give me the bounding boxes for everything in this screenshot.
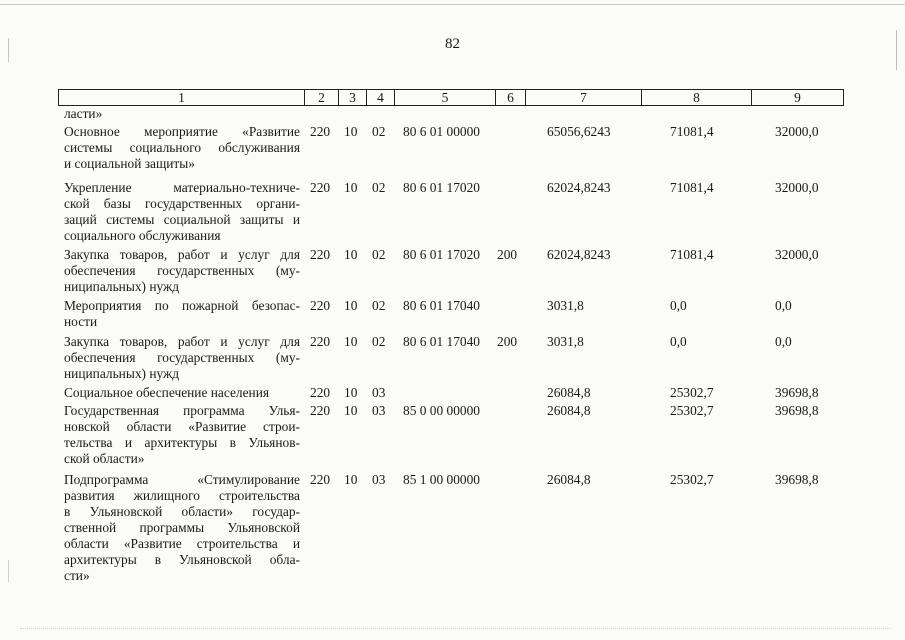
description-line: новской области «Развитие строи- [64,419,300,434]
cell-col-9: 32000,0 [775,180,819,195]
cell-col-8: 0,0 [670,298,687,313]
description-line: Укрепление материально-техниче- [64,180,300,195]
description-line: развития жилищного строительства [64,488,300,503]
cell-col-5: 85 0 00 00000 [403,403,480,418]
cell-col-7: 65056,6243 [547,124,611,139]
cell-col-5: 80 6 01 17040 [403,334,480,349]
cell-col-3: 10 [344,334,358,349]
cell-col-8: 0,0 [670,334,687,349]
row-description [64,124,300,172]
header-cell-label: 3 [349,90,356,105]
cell-col-7: 26084,8 [547,403,591,418]
cell-col-4: 03 [372,472,386,487]
description-line: ности [64,314,98,329]
row-description [64,385,300,401]
description-line: Закупка товаров, работ и услуг для [64,334,300,349]
header-cell-label: 9 [794,90,801,105]
cell-col-9: 39698,8 [775,403,819,418]
cell-col-2: 220 [310,298,331,313]
description-line: Мероприятия по пожарной безопас- [64,298,300,313]
cell-col-5: 80 6 01 17020 [403,180,480,195]
description-line: Основное мероприятие «Развитие [64,124,300,139]
page-number: 82 [445,36,460,52]
header-cell-2 [304,89,338,106]
description-line: в Ульяновской области» государ- [64,504,300,519]
header-cell-1 [58,89,304,106]
cell-col-6: 200 [497,334,518,349]
scan-edge-left-lower [8,560,9,582]
description-line: архитектуры в Ульяновской обла- [64,552,300,567]
cell-col-4: 03 [372,385,386,400]
description-line: области «Развитие строительства и [64,536,300,551]
cell-col-9: 32000,0 [775,247,819,262]
cell-col-9: 0,0 [775,298,792,313]
row-description [64,298,300,330]
row-description [64,180,300,244]
cell-col-2: 220 [310,472,331,487]
cell-col-4: 02 [372,124,386,139]
cell-col-9: 39698,8 [775,385,819,400]
row-description [64,472,300,584]
header-cell-7 [525,89,641,106]
cell-col-3: 10 [344,180,358,195]
row-description [64,403,300,467]
header-cell-5 [394,89,495,106]
description-line: Социальное обеспечение населения [64,385,270,400]
cell-col-6: 200 [497,247,518,262]
description-line: Закупка товаров, работ и услуг для [64,247,300,262]
header-cell-label: 4 [377,90,384,105]
description-line: тельства и архитектуры в Ульянов- [64,435,300,450]
header-cell-label: 2 [318,90,325,105]
cell-col-8: 25302,7 [670,385,714,400]
cell-col-4: 02 [372,334,386,349]
cell-col-8: 25302,7 [670,403,714,418]
scan-edge-top [0,4,905,5]
description-line: заций системы социальной защиты и [64,212,300,227]
cell-col-9: 39698,8 [775,472,819,487]
cell-col-7: 26084,8 [547,472,591,487]
cell-col-7: 62024,8243 [547,247,611,262]
cell-col-3: 10 [344,247,358,262]
header-cell-label: 6 [507,90,514,105]
cell-col-8: 71081,4 [670,247,714,262]
cell-col-2: 220 [310,385,331,400]
cell-col-3: 10 [344,385,358,400]
row-description [64,247,300,295]
cell-col-5: 80 6 01 17020 [403,247,480,262]
cell-col-5: 80 6 01 00000 [403,124,480,139]
description-line: ской области» [64,451,145,466]
cell-col-9: 32000,0 [775,124,819,139]
description-line: Подпрограмма «Стимулирование [64,472,300,487]
continued-text: ласти» [64,106,103,121]
description-line: обеспечения государственных (му- [64,263,300,278]
description-line: ниципальных) нужд [64,279,180,294]
cell-col-2: 220 [310,124,331,139]
description-line: и социальной защиты» [64,156,195,171]
header-cell-8 [641,89,751,106]
cell-col-4: 03 [372,403,386,418]
header-cell-label: 5 [441,90,449,105]
header-cell-6 [495,89,525,106]
description-line: социального обслуживания [64,228,221,243]
row-description [64,334,300,382]
header-cell-9 [751,89,844,106]
cell-col-3: 10 [344,298,358,313]
cell-col-3: 10 [344,472,358,487]
description-line: ниципальных) нужд [64,366,180,381]
cell-col-2: 220 [310,334,331,349]
description-line: сти» [64,568,90,583]
scan-edge-bottom [20,628,890,629]
cell-col-2: 220 [310,247,331,262]
cell-col-9: 0,0 [775,334,792,349]
description-line: Государственная программа Улья- [64,403,300,418]
cell-col-5: 85 1 00 00000 [403,472,480,487]
cell-col-7: 62024,8243 [547,180,611,195]
description-line: ской базы государственных органи- [64,196,300,211]
header-cell-label: 7 [580,90,587,105]
cell-col-7: 26084,8 [547,385,591,400]
cell-col-7: 3031,8 [547,334,584,349]
description-line: ственной программы Ульяновской [64,520,300,535]
header-cell-label: 8 [693,90,700,105]
cell-col-4: 02 [372,180,386,195]
header-cell-4 [366,89,394,106]
description-line: обеспечения государственных (му- [64,350,300,365]
cell-col-4: 02 [372,247,386,262]
header-cell-3 [338,89,366,106]
header-cell-label: 1 [178,90,185,105]
cell-col-3: 10 [344,124,358,139]
description-line: системы социального обслуживания [64,140,300,155]
cell-col-8: 71081,4 [670,180,714,195]
cell-col-8: 25302,7 [670,472,714,487]
cell-col-2: 220 [310,403,331,418]
cell-col-4: 02 [372,298,386,313]
cell-col-2: 220 [310,180,331,195]
cell-col-5: 80 6 01 17040 [403,298,480,313]
cell-col-7: 3031,8 [547,298,584,313]
cell-col-8: 71081,4 [670,124,714,139]
cell-col-3: 10 [344,403,358,418]
